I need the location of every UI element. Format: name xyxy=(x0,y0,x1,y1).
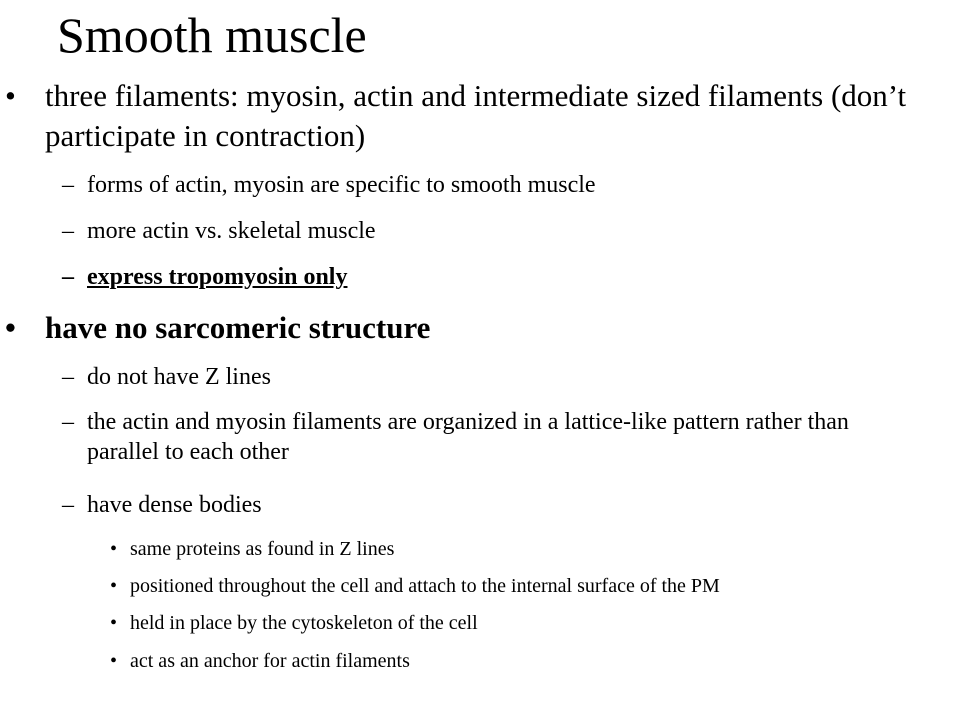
detail-bullet-text: same proteins as found in Z lines xyxy=(130,538,395,560)
detail-bullet-text: positioned throughout the cell and attach to the internal surface of the PM xyxy=(130,575,720,597)
sub-bullet xyxy=(62,170,877,200)
detail-bullet xyxy=(110,536,930,562)
dash-marker: – xyxy=(62,364,74,390)
detail-bullet xyxy=(110,648,930,674)
detail-bullet xyxy=(110,573,930,599)
bullet-sarcomeric xyxy=(5,308,925,348)
sub-bullet-text: express tropomyosin only xyxy=(87,264,348,290)
sub-bullet-emphasized xyxy=(62,262,877,292)
dash-marker: – xyxy=(62,218,74,244)
sub-bullet xyxy=(62,490,877,520)
sub-bullet-text: have dense bodies xyxy=(87,492,262,518)
bullet-marker: • xyxy=(110,612,118,634)
dash-marker: – xyxy=(62,409,74,435)
sub-bullet-text: the actin and myosin filaments are organized in a lattice-like pattern rather than parallel to each other xyxy=(87,409,849,465)
dash-marker: – xyxy=(62,172,74,198)
bullet-text: three filaments: myosin, actin and intermediate sized filaments (don’t participate in contraction) xyxy=(45,78,907,153)
bullet-marker: • xyxy=(110,650,118,672)
dash-marker: – xyxy=(62,492,74,518)
slide-title: Smooth muscle xyxy=(57,7,367,63)
bullet-marker: • xyxy=(5,78,16,113)
sub-bullet xyxy=(62,362,877,392)
detail-bullet xyxy=(110,610,930,636)
detail-bullet-text: held in place by the cytoskeleton of the cell xyxy=(130,612,478,634)
sub-bullet xyxy=(62,216,877,246)
sub-bullet-text: more actin vs. skeletal muscle xyxy=(87,218,376,244)
bullet-text: have no sarcomeric structure xyxy=(45,310,431,345)
bullet-marker: • xyxy=(110,538,118,560)
detail-bullet-text: act as an anchor for actin filaments xyxy=(130,650,410,672)
sub-bullet-text: do not have Z lines xyxy=(87,364,271,390)
bullet-marker: • xyxy=(5,310,16,345)
dash-marker: – xyxy=(62,264,74,290)
bullet-filaments xyxy=(5,76,925,156)
bullet-marker: • xyxy=(110,575,118,597)
sub-bullet-text: forms of actin, myosin are specific to smooth muscle xyxy=(87,172,596,198)
sub-bullet xyxy=(62,407,877,467)
